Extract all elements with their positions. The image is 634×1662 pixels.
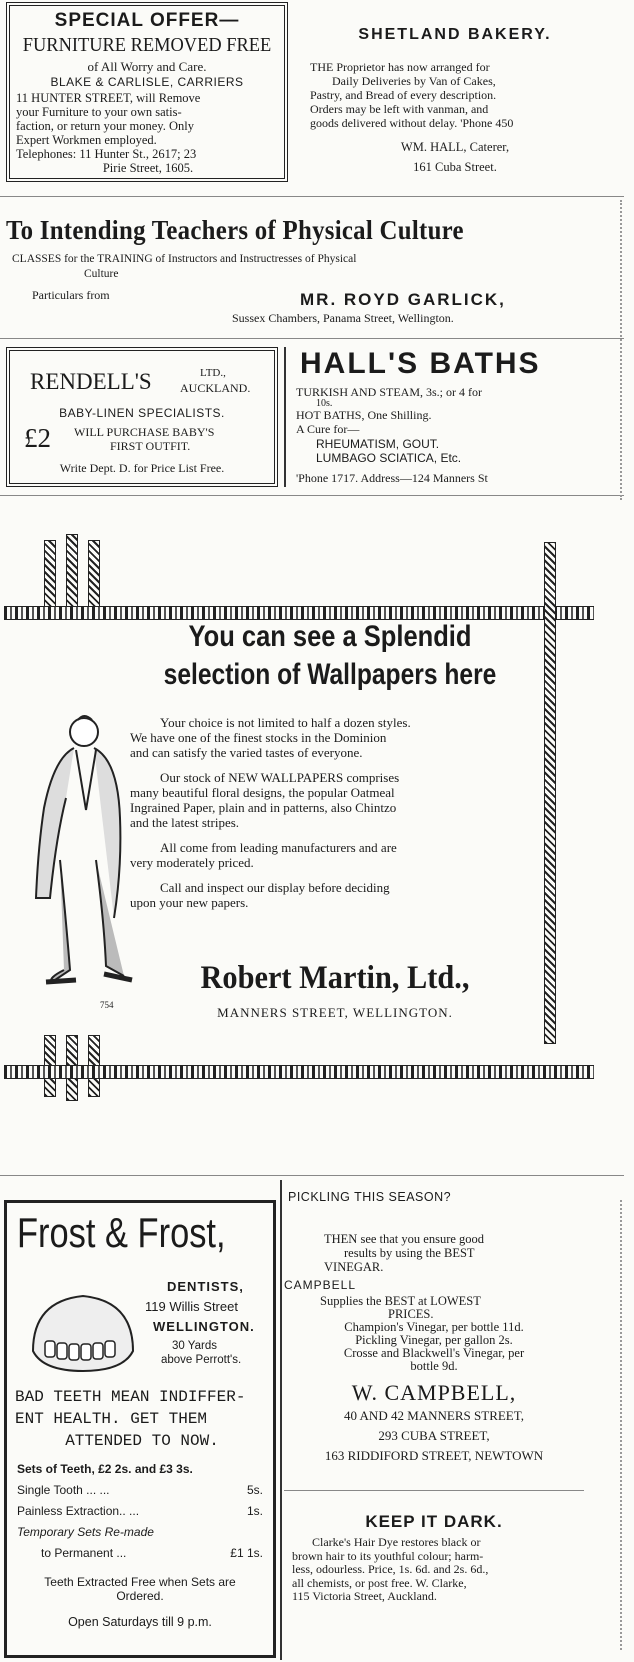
keepdark-line: all chemists, or post free. W. Clarke, bbox=[292, 1575, 467, 1590]
column-rule bbox=[280, 1180, 282, 1660]
dentures-illustration bbox=[23, 1281, 143, 1381]
rendell-price: £2 bbox=[24, 423, 51, 453]
rendell-ltd: LTD., bbox=[200, 367, 226, 379]
special-offer-title: SPECIAL OFFER— bbox=[54, 10, 240, 31]
wallpaper-address: MANNERS STREET, WELLINGTON. bbox=[217, 1005, 453, 1020]
pickling-then2: results by using the BEST bbox=[344, 1246, 475, 1260]
rendell-ad bbox=[6, 347, 278, 487]
keepdark-line: less, odourless. Price, 1s. 6d. and 2s. 6d., bbox=[292, 1562, 489, 1576]
rendell-name: RENDELL'S bbox=[30, 369, 152, 394]
special-offer-body-line: Expert Workmen employed. bbox=[16, 133, 157, 147]
halls-line2: HOT BATHS, One Shilling. bbox=[296, 408, 432, 422]
wallpaper-line: very moderately priced. bbox=[130, 855, 254, 870]
price-item: Sets of Teeth, £2 2s. and £3 3s. bbox=[17, 1462, 193, 1476]
frost-open: Open Saturdays till 9 p.m. bbox=[68, 1615, 212, 1629]
bakery-caterer: WM. HALL, Caterer, bbox=[400, 140, 510, 154]
frost-bad-line: BAD TEETH MEAN INDIFFER- bbox=[15, 1388, 246, 1406]
frost-dentists: DENTISTS, bbox=[167, 1279, 244, 1294]
halls-line1: TURKISH AND STEAM, 3s.; or 4 for bbox=[296, 385, 482, 399]
halls-line1b: 10s. bbox=[316, 398, 333, 409]
vinegar-line: bottle 9d. bbox=[410, 1359, 458, 1373]
wallpaper-line: Call and inspect our display before deciding bbox=[160, 880, 390, 895]
divider bbox=[0, 196, 624, 197]
campbell-addr2: 293 CUBA STREET, bbox=[378, 1428, 490, 1443]
campbell-addr3: 163 RIDDIFORD STREET, NEWTOWN bbox=[324, 1448, 544, 1463]
frost-title: Frost & Frost, bbox=[17, 1209, 226, 1256]
bakery-ad bbox=[300, 2, 610, 182]
special-offer-body bbox=[16, 91, 280, 175]
frame-pillar bbox=[544, 542, 556, 1044]
price-row bbox=[17, 1459, 263, 1480]
frost-street: 119 Willis Street bbox=[145, 1299, 238, 1314]
frost-price-list bbox=[17, 1459, 263, 1564]
divider bbox=[0, 495, 624, 496]
bakery-body-line: Orders may be left with vanman, and bbox=[310, 102, 489, 116]
price-item: to Permanent ... bbox=[41, 1546, 127, 1560]
halls-footer: 'Phone 1717. Address—124 Manners St bbox=[296, 471, 488, 485]
divider bbox=[0, 338, 624, 339]
pickling-vinegars bbox=[284, 1321, 584, 1373]
rendell-spec: BABY-LINEN SPECIALISTS. bbox=[59, 406, 225, 420]
keepdark-line: 115 Victoria Street, Auckland. bbox=[292, 1589, 437, 1603]
campbell-ad bbox=[284, 1180, 584, 1480]
rendell-city: AUCKLAND. bbox=[180, 381, 251, 395]
price-item: Temporary Sets Re-made bbox=[17, 1525, 154, 1539]
wallpaper-body bbox=[130, 715, 530, 910]
margin-dots bbox=[620, 200, 622, 500]
pickling-then1: THEN see that you ensure good bbox=[324, 1232, 485, 1246]
price-row bbox=[17, 1480, 263, 1501]
wallpaper-line: Your choice is not limited to half a dozen styles. bbox=[160, 715, 411, 730]
price-row bbox=[17, 1501, 263, 1522]
halls-cure2: LUMBAGO SCIATICA, Etc. bbox=[316, 451, 462, 465]
rendell-footer: Write Dept. D. for Price List Free. bbox=[59, 461, 225, 475]
physical-title: To Intending Teachers of Physical Culture bbox=[6, 215, 464, 245]
wallpaper-ad bbox=[0, 540, 634, 1110]
campbell-addr1: 40 AND 42 MANNERS STREET, bbox=[344, 1408, 524, 1423]
pickling-campbell: CAMPBELL bbox=[284, 1278, 357, 1292]
frost-bad-teeth bbox=[15, 1386, 269, 1452]
halls-title: HALL'S BATHS bbox=[300, 347, 541, 380]
pickling-supplies1: Supplies the BEST at LOWEST bbox=[320, 1294, 481, 1308]
vinegar-line: Pickling Vinegar, per gallon 2s. bbox=[355, 1333, 513, 1347]
wallpaper-line: We have one of the finest stocks in the Dominion bbox=[130, 730, 387, 745]
frost-ad bbox=[4, 1200, 276, 1658]
special-offer-body-line: your Furniture to your own satis- bbox=[16, 105, 182, 119]
bakery-body-line: Daily Deliveries by Van of Cakes, bbox=[332, 74, 496, 88]
price-value: 5s. bbox=[246, 1483, 263, 1497]
halls-baths-ad bbox=[290, 347, 610, 487]
frost-city: WELLINGTON. bbox=[153, 1319, 255, 1334]
frame-pillar bbox=[88, 540, 100, 610]
bakery-address: 161 Cuba Street. bbox=[413, 160, 497, 174]
price-value: 1s. bbox=[246, 1504, 263, 1518]
keepdark-title: KEEP IT DARK. bbox=[365, 1512, 503, 1531]
special-offer-body-line: 11 HUNTER STREET, will Remove bbox=[16, 91, 201, 105]
special-offer-headline: FURNITURE REMOVED FREE bbox=[22, 34, 272, 56]
wallpaper-firm: Robert Martin, Ltd., bbox=[200, 960, 470, 996]
frame-chain-top bbox=[4, 606, 594, 620]
frost-yards1: 30 Yards bbox=[172, 1340, 217, 1352]
frame-pillar bbox=[44, 540, 56, 610]
vinegar-line: Champion's Vinegar, per bottle 11d. bbox=[344, 1320, 524, 1334]
physical-culture-ad bbox=[0, 205, 620, 345]
wallpaper-line: Ingrained Paper, plain and in patterns, also Chintzo bbox=[130, 800, 397, 815]
rendell-offer2: FIRST OUTFIT. bbox=[110, 439, 191, 453]
divider bbox=[284, 1490, 584, 1491]
price-item: Single Tooth ... ... bbox=[17, 1483, 110, 1497]
wallpaper-line: Our stock of NEW WALLPAPERS comprises bbox=[160, 770, 400, 785]
halls-cure1: RHEUMATISM, GOUT. bbox=[316, 437, 440, 451]
keepdark-body bbox=[292, 1536, 580, 1604]
halls-line3: A Cure for— bbox=[296, 422, 360, 436]
bakery-body-line: goods delivered without delay. 'Phone 450 bbox=[310, 116, 514, 130]
pickling-title: PICKLING THIS SEASON? bbox=[288, 1190, 452, 1204]
keepdark-line: Clarke's Hair Dye restores black or bbox=[312, 1535, 481, 1549]
price-row bbox=[17, 1522, 263, 1543]
special-offer-phones: Pirie Street, 1605. bbox=[102, 161, 194, 175]
special-offer-phones: Telephones: 11 Hunter St., 2617; 23 bbox=[16, 147, 197, 161]
special-offer-body-line: faction, or return your money. Only bbox=[16, 119, 194, 133]
column-rule bbox=[284, 347, 286, 487]
wallpaper-line: upon your new papers. bbox=[130, 895, 249, 910]
divider bbox=[0, 1175, 624, 1176]
frost-bad-line: ENT HEALTH. GET THEM bbox=[15, 1410, 208, 1428]
wallpaper-headline1: You can see a Splendid bbox=[188, 620, 472, 653]
campbell-name: W. CAMPBELL, bbox=[351, 1380, 517, 1405]
physical-line1: CLASSES for the TRAINING of Instructors and Instructresses of Physical bbox=[12, 253, 357, 265]
special-offer-line1: of All Worry and Care. bbox=[87, 59, 207, 74]
physical-from: Particulars from bbox=[32, 288, 110, 302]
price-row bbox=[17, 1543, 263, 1564]
bakery-body-line: Pastry, and Bread of every description. bbox=[310, 88, 497, 102]
pickling-supplies2: PRICES. bbox=[388, 1307, 434, 1321]
physical-address: Sussex Chambers, Panama Street, Wellington. bbox=[232, 311, 454, 325]
keep-it-dark-ad bbox=[284, 1500, 584, 1660]
bakery-title: SHETLAND BAKERY. bbox=[358, 26, 552, 43]
rendell-offer1: WILL PURCHASE BABY'S bbox=[74, 425, 215, 439]
keepdark-line: brown hair to its youthful colour; harm- bbox=[292, 1548, 484, 1563]
frame-pillar bbox=[66, 534, 78, 610]
gentleman-illustration bbox=[16, 710, 136, 1010]
fig-label: 754 bbox=[100, 1000, 114, 1010]
frost-free1: Teeth Extracted Free when Sets are bbox=[44, 1575, 236, 1589]
special-offer-firm: BLAKE & CARLISLE, CARRIERS bbox=[50, 75, 244, 89]
price-item: Painless Extraction.. ... bbox=[17, 1504, 140, 1518]
physical-name: MR. ROYD GARLICK, bbox=[300, 290, 506, 309]
wallpaper-line: many beautiful floral designs, the popular Oatmeal bbox=[130, 785, 395, 800]
frost-yards2: above Perrott's. bbox=[161, 1354, 242, 1366]
price-value: £1 1s. bbox=[230, 1546, 263, 1560]
wallpaper-line: and the latest stripes. bbox=[130, 815, 240, 830]
pickling-then3: VINEGAR. bbox=[324, 1260, 384, 1274]
frame-chain-bottom bbox=[4, 1065, 594, 1079]
vinegar-line: Crosse and Blackwell's Vinegar, per bbox=[343, 1346, 525, 1360]
physical-line2: Culture bbox=[84, 268, 119, 280]
wallpaper-line: and can satisfy the varied tastes of everyone. bbox=[130, 745, 363, 760]
special-offer-ad bbox=[6, 2, 288, 182]
frost-free2: Ordered. bbox=[116, 1589, 164, 1603]
margin-dots bbox=[620, 1200, 622, 1650]
wallpaper-line: All come from leading manufacturers and are bbox=[160, 840, 397, 855]
bakery-body bbox=[310, 60, 610, 130]
bakery-body-line: THE Proprietor has now arranged for bbox=[310, 60, 490, 74]
frost-bad-line: ATTENDED TO NOW. bbox=[65, 1432, 219, 1450]
wallpaper-headline2: selection of Wallpapers here bbox=[163, 658, 497, 691]
